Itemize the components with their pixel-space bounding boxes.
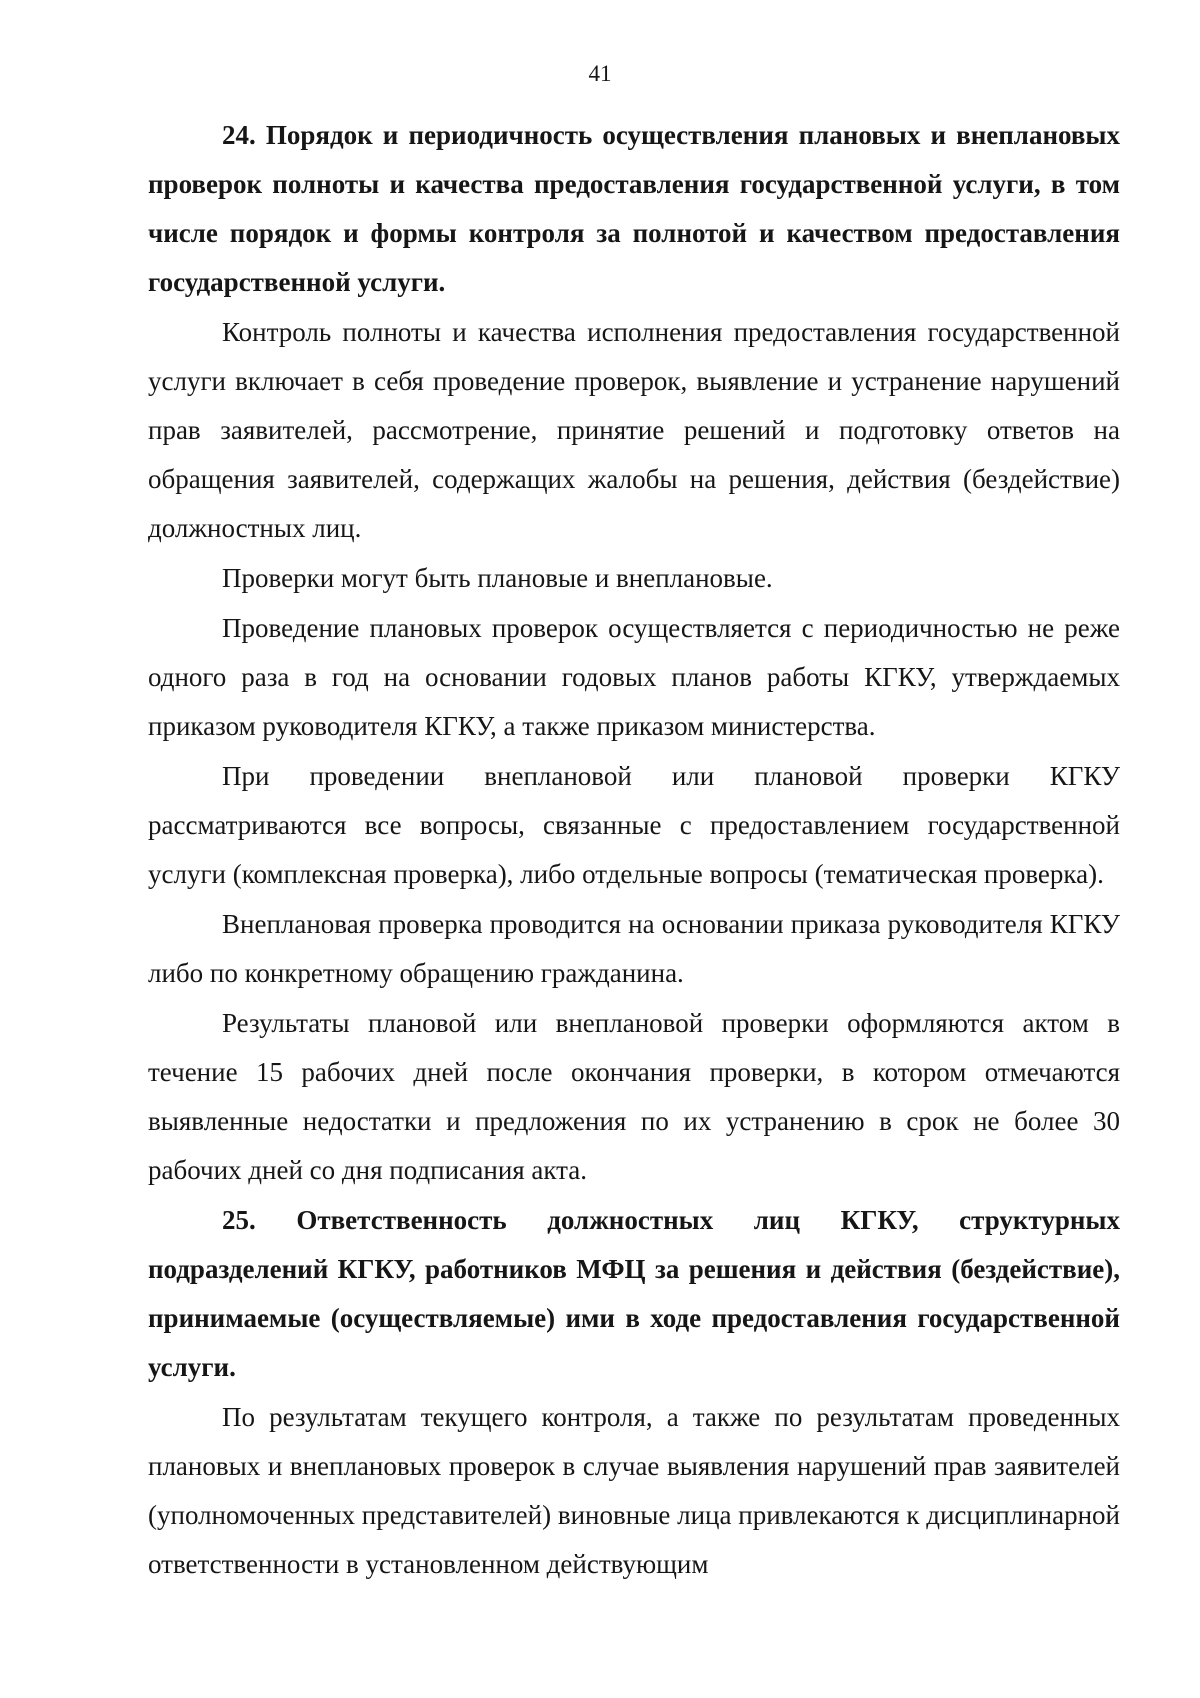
paragraph-check-scope: При проведении внеплановой или плановой проверки КГКУ рассматриваются все вопросы, связанные с предоставлением государственной услуги (комплексная проверка), либо отдельные вопросы (тематическая проверка).	[148, 761, 1120, 889]
paragraph-planned-checks: Проведение плановых проверок осуществляется с периодичностью не реже одного раза в год на основании годовых планов работы КГКУ, утверждаемых приказом руководителя КГКУ, а также приказом министерства.	[148, 613, 1120, 741]
paragraph-liability: По результатам текущего контроля, а также по результатам проведенных плановых и внеплановых проверок в случае выявления нарушений прав заявителей (уполномоченных представителей) виновные лица привлекаются к дисциплинарной ответственности в установленном действующим	[148, 1402, 1120, 1579]
paragraph-check-types: Проверки могут быть плановые и внеплановые.	[222, 563, 773, 593]
paragraph-unplanned-check: Внеплановая проверка проводится на основании приказа руководителя КГКУ либо по конкретному обращению гражданина.	[148, 909, 1120, 988]
document-body	[148, 111, 1120, 1589]
section-25-heading: 25. Ответственность должностных лиц КГКУ, структурных подразделений КГКУ, работников МФЦ за решения и действия (бездействие), принимаемые (осуществляемые) ими в ходе предоставления государственной услуги.	[148, 1205, 1120, 1382]
paragraph-control-scope: Контроль полноты и качества исполнения предоставления государственной услуги включает в себя проведение проверок, выявление и устранение нарушений прав заявителей, рассмотрение, принятие решений и подготовку ответов на обращения заявителей, содержащих жалобы на решения, действия (бездействие) должностных лиц.	[148, 317, 1120, 543]
page-number: 41	[588, 61, 612, 86]
section-24-heading: 24. Порядок и периодичность осуществления плановых и внеплановых проверок полноты и качества предоставления государственной услуги, в том числе порядок и формы контроля за полнотой и качеством предоставления государственной услуги.	[148, 120, 1120, 297]
paragraph-check-results: Результаты плановой или внеплановой проверки оформляются актом в течение 15 рабочих дней после окончания проверки, в котором отмечаются выявленные недостатки и предложения по их устранению в срок не более 30 рабочих дней со дня подписания акта.	[148, 1008, 1120, 1185]
